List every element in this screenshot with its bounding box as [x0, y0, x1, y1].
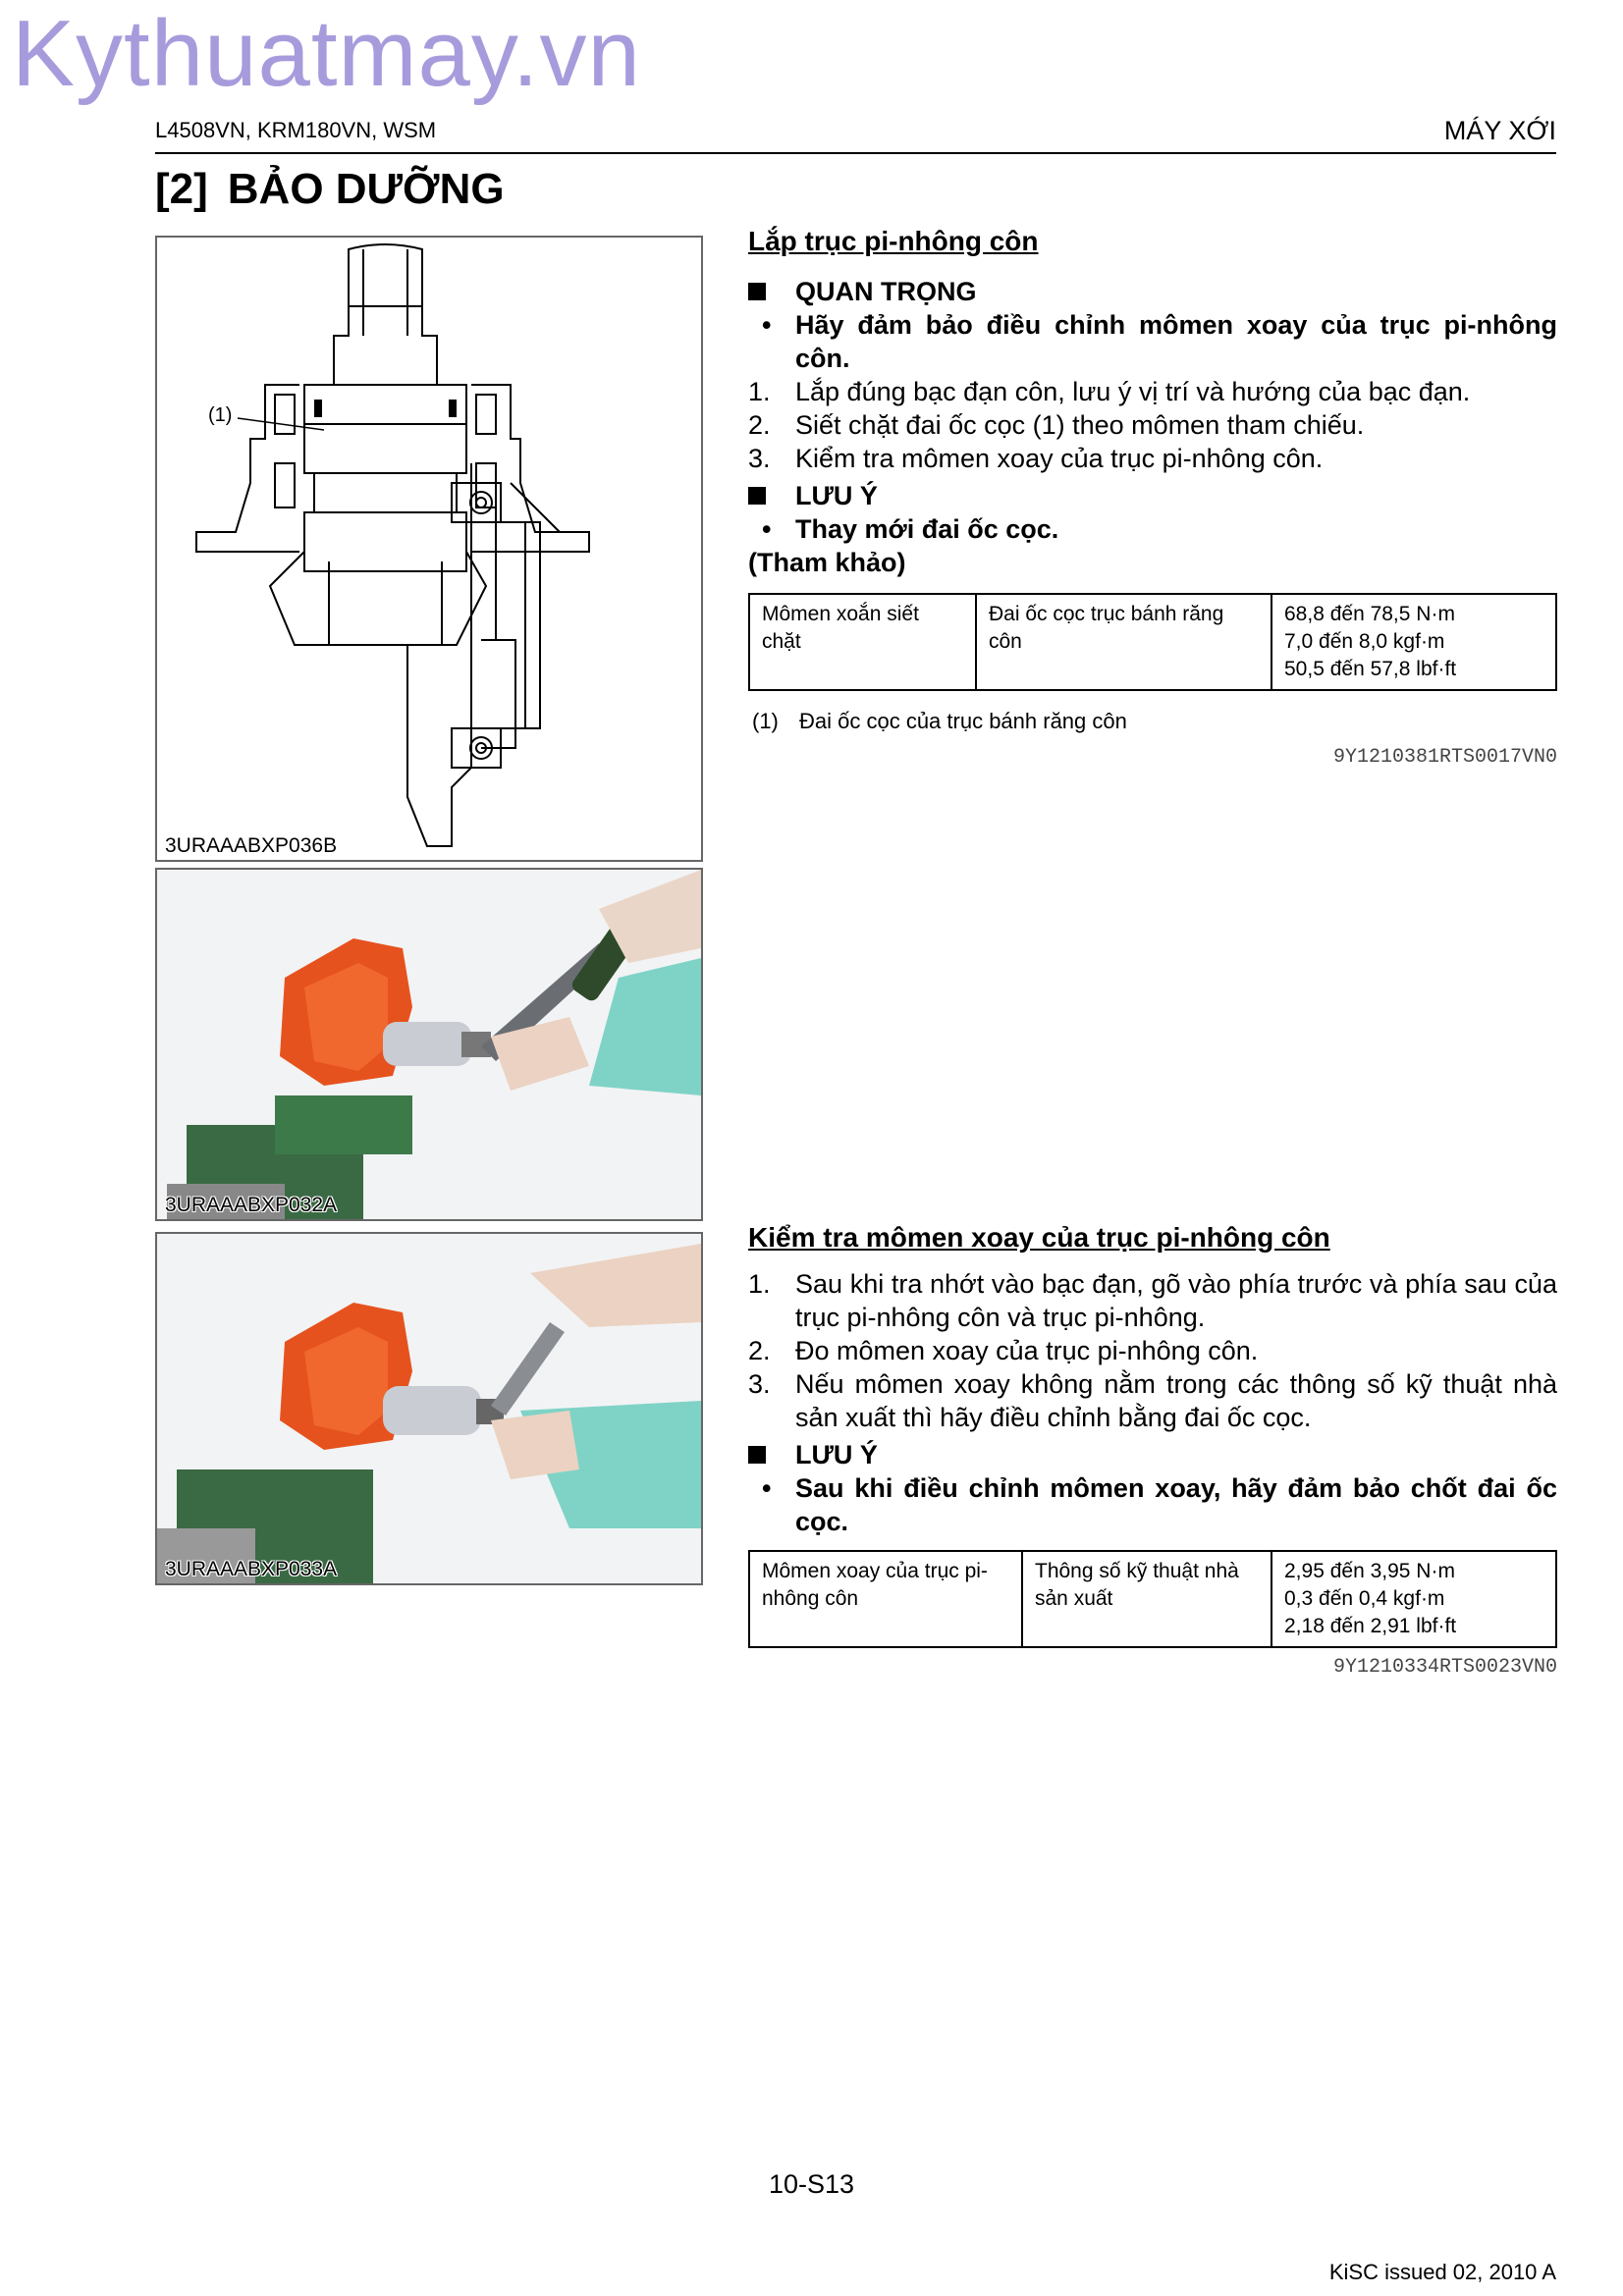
square-marker-icon — [748, 487, 766, 505]
spec-values: 68,8 đến 78,5 N·m 7,0 đến 8,0 kgf·m 50,5 đến 57,8 lbf·ft — [1271, 594, 1556, 690]
doc-code: 9Y1210381RTS0017VN0 — [1332, 746, 1557, 769]
torque-wrench-photo — [157, 870, 701, 1219]
figure-cross-section — [155, 236, 703, 862]
figure-callout-1: (1) — [208, 404, 233, 426]
step-item: 2. Siết chặt đai ốc cọc (1) theo mômen tham chiếu. — [748, 410, 1365, 440]
spec-item: Thông số kỹ thuật nhà sản xuất — [1022, 1551, 1271, 1647]
section-title — [155, 165, 505, 214]
pinion-shaft-drawing — [157, 238, 701, 860]
doc-code: 9Y1210334RTS0023VN0 — [1332, 1656, 1557, 1679]
figure-label: 3URAAABXP036B — [165, 834, 338, 857]
square-marker-icon — [748, 283, 766, 300]
bullet-icon: • — [762, 1473, 772, 1503]
block-install-pinion — [748, 226, 1557, 769]
page-number: 10-S13 — [768, 2169, 855, 2199]
spec-item: Đai ốc cọc trục bánh răng côn — [976, 594, 1271, 690]
issue-note: KiSC issued 02, 2010 A — [1328, 2260, 1556, 2284]
section-name: BẢO DƯỠNG — [227, 165, 505, 213]
step-item: 1. Sau khi tra nhớt vào bạc đạn, gõ vào phía trước và phía sau của trục pi-nhông côn và trục pi-nhông. — [748, 1269, 1557, 1332]
part-reference: (1) Đai ốc cọc của trục bánh răng côn — [752, 709, 1127, 733]
figure-label: 3URAAABXP033A — [165, 1558, 338, 1580]
step-item: 1. Lắp đúng bạc đạn côn, lưu ý vị trí và hướng của bạc đạn. — [748, 377, 1471, 406]
reference-label: (Tham khảo) — [748, 548, 906, 577]
figure-photo-torque — [155, 868, 703, 1221]
step-item: 3. Kiểm tra mômen xoay của trục pi-nhông côn. — [748, 444, 1324, 473]
note-bullet: • Sau khi điều chỉnh mômen xoay, hãy đảm bảo chốt đai ốc cọc. — [762, 1473, 1557, 1536]
important-heading: QUAN TRỌNG — [748, 275, 1557, 308]
bullet-icon: • — [762, 310, 772, 340]
turning-torque-table — [748, 1550, 1557, 1648]
figure-label: 3URAAABXP032A — [165, 1194, 338, 1216]
watermark: Kythuatmay.vn — [12, 1, 641, 106]
header-model: L4508VN, KRM180VN, WSM — [155, 118, 437, 142]
block-title: Kiểm tra mômen xoay của trục pi-nhông côn — [748, 1222, 1330, 1253]
spec-label: Mômen xoay của trục pi-nhông côn — [749, 1551, 1022, 1647]
spec-values: 2,95 đến 3,95 N·m 0,3 đến 0,4 kgf·m 2,18 đến 2,91 lbf·ft — [1271, 1551, 1556, 1647]
bullet-icon: • — [762, 514, 772, 544]
square-marker-icon — [748, 1446, 766, 1464]
torque-gauge-photo — [157, 1234, 701, 1583]
block-title: Lắp trục pi-nhông côn — [748, 226, 1039, 256]
torque-spec-table — [748, 593, 1557, 691]
block-check-torque — [748, 1222, 1557, 1679]
note-heading: LƯU Ý — [748, 479, 1557, 512]
figure-photo-check — [155, 1232, 703, 1585]
important-bullet: • Hãy đảm bảo điều chỉnh mômen xoay của trục pi-nhông côn. — [762, 310, 1557, 373]
note-bullet: • Thay mới đai ốc cọc. — [762, 514, 1059, 544]
step-item: 2. Đo mômen xoay của trục pi-nhông côn. — [748, 1336, 1259, 1365]
spec-label: Mômen xoắn siết chặt — [749, 594, 976, 690]
header-rule — [155, 152, 1556, 154]
step-item: 3. Nếu mômen xoay không nằm trong các thông số kỹ thuật nhà sản xuất thì hãy điều chỉnh bằng đai ốc cọc. — [748, 1369, 1557, 1432]
note-heading: LƯU Ý — [748, 1438, 1557, 1471]
section-number: [2] — [155, 165, 208, 213]
header-chapter: MÁY XỚI — [1443, 116, 1556, 145]
